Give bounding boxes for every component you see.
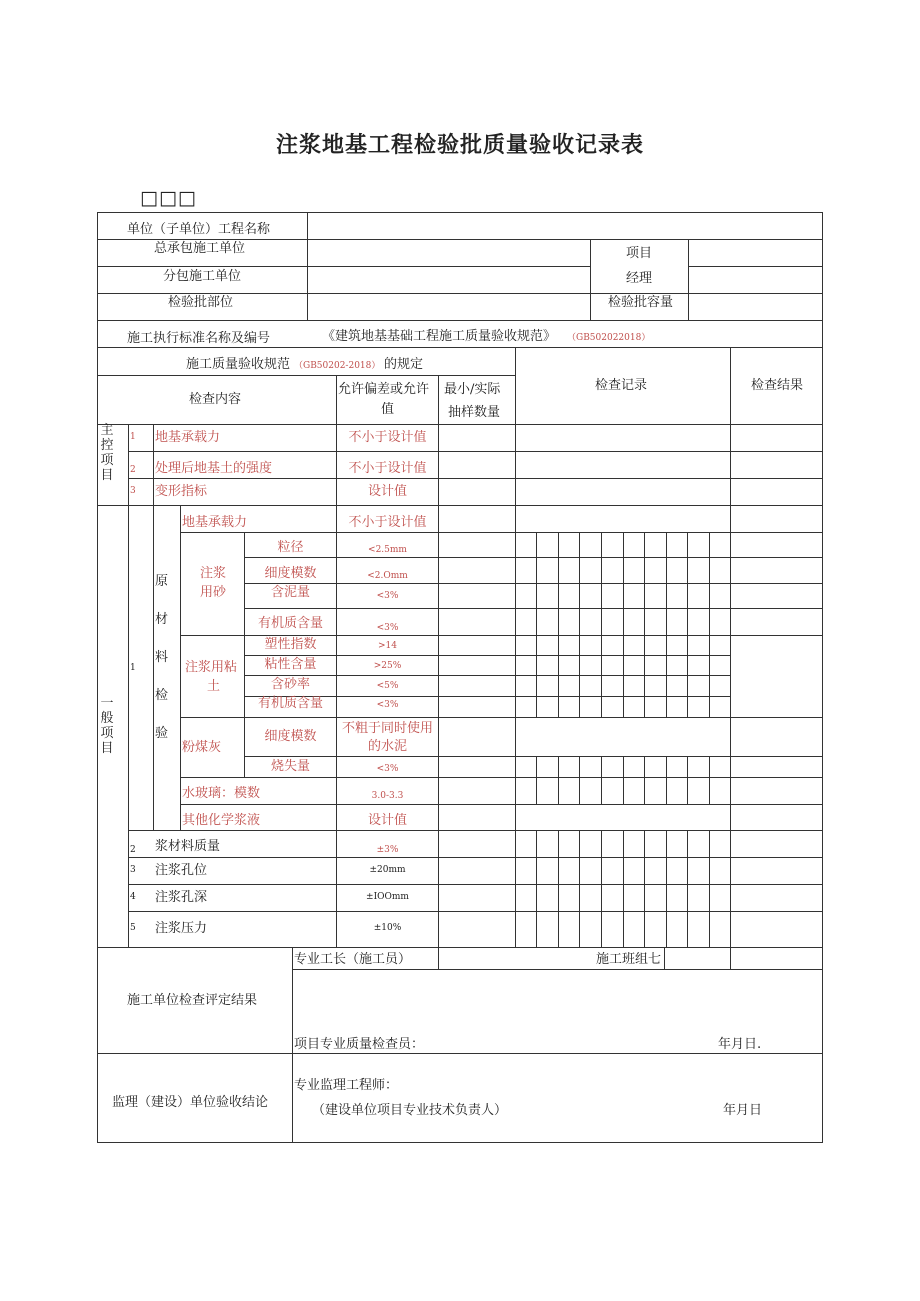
spec-code: （GB50202-2018） (294, 361, 381, 371)
waterglass-value: 3.0-3.3 (371, 791, 404, 801)
form-code: □□□ (140, 187, 197, 209)
raw-label-char: 料 (155, 650, 169, 665)
general-item-value: ±10% (373, 923, 402, 933)
project-manager-label-line2: 经理 (626, 271, 653, 286)
flyash-loss-value: <3% (376, 764, 399, 774)
general-item1-no: 1 (130, 663, 136, 673)
sand-row-value: <2.5mm (368, 545, 407, 555)
main-item-no: 3 (130, 486, 136, 496)
bearing-value: 不小于设计值 (348, 515, 427, 530)
allow-header-line2: 值 (380, 402, 394, 417)
content-header: 检查内容 (189, 392, 242, 407)
standard-value: 《建筑地基基础工程施工质量验收规范》 (322, 329, 557, 344)
general-item-no: 3 (130, 865, 136, 875)
spec-prefix: 施工质量验收规范 (186, 357, 291, 372)
main-item-value: 不小于设计值 (348, 430, 427, 445)
main-control-label: 主 控 项 目 (100, 423, 114, 483)
project-manager-label-line1: 项目 (626, 246, 653, 261)
supervision-label: 监理（建设）单位验收结论 (112, 1095, 269, 1110)
sand-row-value: <2.Omm (367, 571, 408, 581)
clay-row-value: <5% (376, 681, 399, 691)
min-header-line1: 最小/实际 (444, 382, 501, 397)
sand-row-name: 有机质含量 (257, 616, 323, 631)
sand-row-value: <3% (376, 591, 399, 601)
general-item-value: ±3% (376, 845, 399, 855)
general-item-name: 浆材料质量 (155, 839, 221, 854)
general-contractor-label: 总承包施工单位 (154, 241, 246, 256)
date-1: 年月日. (718, 1037, 762, 1052)
inspection-lot-part-label: 检验批部位 (168, 295, 234, 310)
team-leader-label: 施工班组七 (596, 952, 662, 967)
raw-label-char: 检 (155, 688, 169, 703)
sand-row-name: 细度模数 (264, 566, 317, 581)
clay-row-value: >25% (373, 661, 402, 671)
flyash-fineness-value-line1: 不粗于同时使用 (341, 721, 433, 736)
supervisor-label: 专业监理工程师： (294, 1078, 399, 1093)
clay-row-name: 塑性指数 (264, 637, 317, 652)
main-item-value: 设计值 (367, 484, 407, 499)
general-item-name: 注浆孔位 (155, 863, 208, 878)
general-label: 一 般 项 目 (100, 696, 114, 756)
min-header-line2: 抽样数量 (448, 405, 501, 420)
main-item-no: 1 (130, 432, 136, 442)
standard-label: 施工执行标准名称及编号 (127, 331, 271, 346)
general-item-value: ±20mm (369, 865, 406, 875)
sand-row-name: 含泥量 (270, 585, 310, 600)
allow-header-line1: 允许偏差或允许 (338, 382, 430, 397)
main-item-name: 处理后地基土的强度 (155, 461, 273, 476)
clay-row-name: 粘性含量 (264, 657, 317, 672)
clay-row-value: <3% (376, 700, 399, 710)
raw-label-char: 验 (155, 726, 169, 741)
general-item-name: 注浆孔深 (155, 890, 208, 905)
flyash-fineness-name: 细度模数 (264, 729, 317, 744)
result-header: 检查结果 (751, 378, 804, 393)
sand-row-value: <3% (376, 623, 399, 633)
spec-suffix: 的规定 (384, 357, 424, 372)
general-item-no: 5 (130, 923, 136, 933)
raw-label-char: 材 (155, 612, 169, 627)
general-item-value: ±IOOmm (366, 892, 409, 902)
waterglass-name: 水玻璃：模数 (182, 786, 261, 801)
sand-row-name: 粒径 (277, 540, 304, 555)
main-item-name: 地基承载力 (155, 430, 221, 445)
main-item-name: 变形指标 (155, 484, 208, 499)
other-chem-name: 其他化学浆液 (182, 813, 261, 828)
general-item-no: 2 (130, 845, 136, 855)
subcontractor-label: 分包施工单位 (163, 269, 242, 284)
construction-result-label: 施工单位检查评定结果 (127, 993, 258, 1008)
foreman-label: 专业工长（施工员） (294, 952, 412, 967)
owner-tech-label: （建设单位项目专业技术负责人） (312, 1103, 508, 1118)
main-item-value: 不小于设计值 (348, 461, 427, 476)
record-header: 检查记录 (595, 378, 648, 393)
clay-row-name: 有机质含量 (257, 696, 323, 711)
general-item-no: 4 (130, 892, 136, 902)
page-title: 注浆地基工程检验批质量验收记录表 (275, 133, 644, 158)
general-item-name: 注浆压力 (155, 921, 208, 936)
clay-row-value: >14 (378, 641, 397, 651)
sand-label-line2: 用砂 (200, 585, 227, 600)
raw-label-char: 原 (155, 574, 169, 589)
bearing-name: 地基承载力 (182, 515, 248, 530)
main-item-no: 2 (130, 465, 136, 475)
date-2: 年月日 (723, 1103, 763, 1118)
lot-capacity-label: 检验批容量 (608, 295, 674, 310)
standard-code: （GB502022018） (567, 333, 651, 343)
flyash-loss-name: 烧失量 (270, 759, 310, 774)
flyash-label: 粉煤灰 (182, 740, 222, 755)
clay-label-line1: 注浆用粘 (185, 660, 238, 675)
quality-inspector-label: 项目专业质量检查员： (294, 1037, 425, 1052)
flyash-fineness-value-line2: 的水泥 (367, 739, 407, 754)
unit-project-name-label: 单位（子单位）工程名称 (127, 222, 271, 237)
sand-label-line1: 注浆 (200, 566, 227, 581)
clay-label-line2: 土 (207, 679, 221, 694)
other-chem-value: 设计值 (367, 813, 407, 828)
clay-row-name: 含砂率 (270, 677, 310, 692)
